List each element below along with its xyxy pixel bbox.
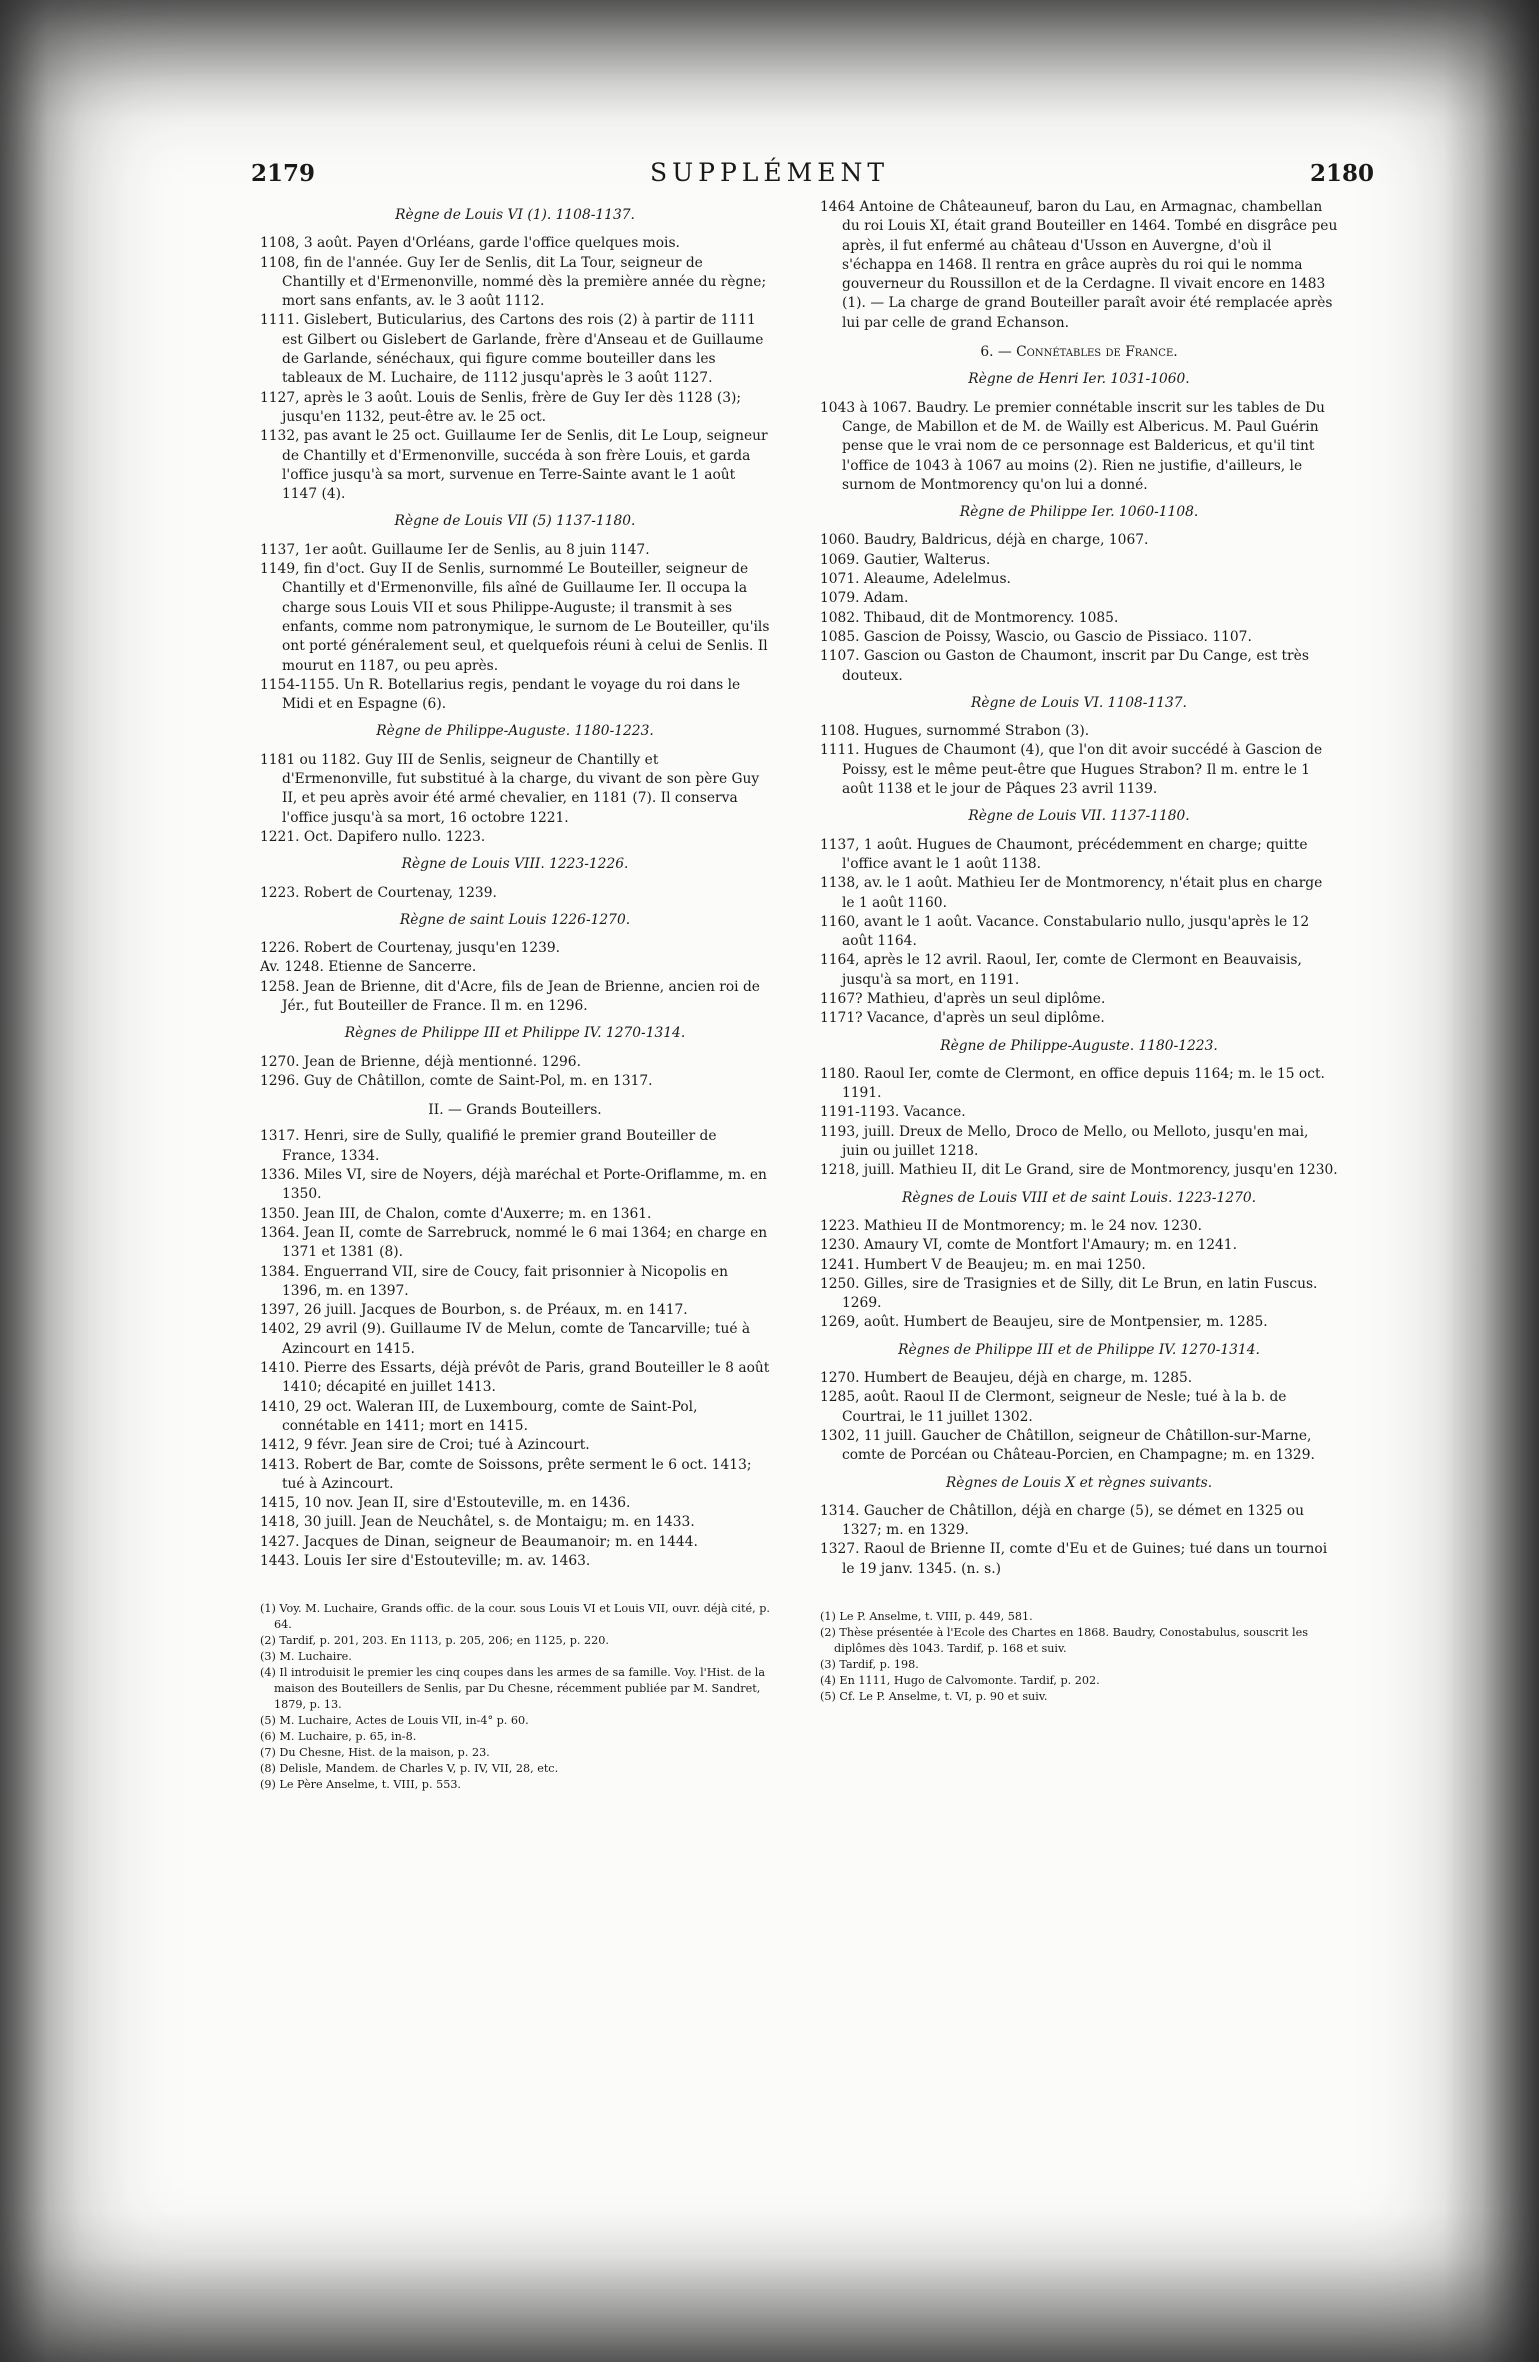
footnote: (2) Tardif, p. 201, 203. En 1113, p. 205, 206; en 1125, p. 220. <box>260 1634 609 1648</box>
list-item: 1193, juill. Dreux de Mello, Droco de Mello, ou Melloto, jusqu'en mai, juin ou juillet 1218. <box>820 1123 1309 1160</box>
list-item: 1302, 11 juill. Gaucher de Châtillon, seigneur de Châtillon-sur-Marne, comte de Porcéan ou Château-Porcien, en Champagne; m. en 1329. <box>820 1427 1315 1464</box>
list-item: 1413. Robert de Bar, comte de Soissons, prête serment le 6 oct. 1413; tué à Azincourt. <box>260 1456 752 1492</box>
left-column <box>260 198 770 1793</box>
section-title: II. — Grands Bouteillers. <box>428 1102 602 1119</box>
section-heading: Règne de saint Louis 1226-1270. <box>399 911 631 928</box>
list-item: 1269, août. Humbert de Beaujeu, sire de Montpensier, m. 1285. <box>820 1314 1268 1331</box>
footnote: (4) Il introduisit le premier les cinq coupes dans les armes de sa famille. Voy. l'Hist. de la maison des Bouteillers de Senlis, par Du Chesne, récemment publiée par M. Sandret, 1879, p. 13. <box>260 1666 766 1712</box>
list-item: 1060. Baudry, Baldricus, déjà en charge, 1067. <box>820 532 1149 549</box>
list-item: 1384. Enguerrand VII, sire de Coucy, fait prisonnier à Nicopolis en 1396, m. en 1397. <box>260 1263 728 1299</box>
list-item: 1443. Louis Ier sire d'Estouteville; m. av. 1463. <box>260 1553 591 1569</box>
list-item: 1418, 30 juill. Jean de Neuchâtel, s. de Montaigu; m. en 1433. <box>260 1514 695 1531</box>
list-item: 1285, août. Raoul II de Clermont, seigneur de Nesle; tué à la b. de Courtrai, le 11 juillet 1302. <box>820 1389 1287 1425</box>
footnotes-left <box>260 1601 770 1793</box>
footnote: (5) Cf. Le P. Anselme, t. VI, p. 90 et suiv. <box>820 1690 1048 1703</box>
list-item: 1350. Jean III, de Chalon, comte d'Auxerre; m. en 1361. <box>260 1205 652 1222</box>
list-item: 1069. Gautier, Walterus. <box>820 551 991 568</box>
footnote: (9) Le Père Anselme, t. VIII, p. 553. <box>260 1778 461 1792</box>
list-item: 1226. Robert de Courtenay, jusqu'en 1239. <box>260 940 561 957</box>
section-heading: Règnes de Louis X et règnes suivants. <box>945 1474 1213 1491</box>
section-heading: Règne de Henri Ier. 1031-1060. <box>968 371 1190 388</box>
list-item: 1181 ou 1182. Guy III de Senlis, seigneur de Chantilly et d'Ermenonville, fut substitué à la charge, du vivant de son père Guy II, et peu après avoir été armé chevalier, en 1181 (7). Il conserva l'office jusqu'à sa mort, 16 octobre 1221. <box>260 751 760 826</box>
list-item: 1180. Raoul Ier, comte de Clermont, en office depuis 1164; m. le 15 oct. 1191. <box>820 1065 1325 1102</box>
scan-shadow-top <box>0 0 1539 120</box>
list-item: 1171? Vacance, d'après un seul diplôme. <box>820 1010 1105 1027</box>
section-heading: Règne de Philippe-Auguste. 1180-1223. <box>940 1037 1218 1054</box>
footnote: (1) Le P. Anselme, t. VIII, p. 449, 581. <box>820 1610 1033 1623</box>
list-item: 1164, après le 12 avril. Raoul, Ier, comte de Clermont en Beauvaisis, jusqu'à sa mort, en 1191. <box>820 952 1302 988</box>
scan-shadow-left <box>0 0 80 2362</box>
list-item: 1191-1193. Vacance. <box>820 1104 966 1121</box>
list-item: 1314. Gaucher de Châtillon, déjà en charge (5), se démet en 1325 ou 1327; m. en 1329. <box>820 1502 1304 1539</box>
list-item: 1415, 10 nov. Jean II, sire d'Estouteville, m. en 1436. <box>260 1495 631 1512</box>
list-item: 1111. Gislebert, Buticularius, des Cartons des rois (2) à partir de 1111 est Gilbert ou Gislebert de Garlande, frère d'Anseau et de Guillaume de Garlande, sénéchaux, qui figure comme bouteiller dans les tableaux de M. Luchaire, de 1112 jusqu'après le 3 août 1127. <box>260 312 764 387</box>
list-item: 1149, fin d'oct. Guy II de Senlis, surnommé Le Bouteiller, seigneur de Chantilly et d'Ermenonville, fils aîné de Guillaume Ier. Il occupa la charge sous Louis VII et sous Philippe-Auguste; il transmit à ses enfants, comme nom patronymique, le surnom de Le Bouteiller, qu'ils ont porté généralement seul, et quelquefois réuni à celui de Senlis. Il mourut en 1187, ou peu après. <box>260 561 770 674</box>
list-item: 1082. Thibaud, dit de Montmorency. 1085. <box>820 609 1119 626</box>
page-number-left: 2179 <box>251 160 316 187</box>
scan-shadow-right <box>1444 0 1539 2362</box>
footnote: (3) M. Luchaire. <box>260 1650 352 1664</box>
footnote: (2) Thèse présentée à l'Ecole des Chartes en 1868. Baudry, Conostabulus, souscrit les diplômes dès 1043. Tardif, p. 168 et suiv. <box>820 1626 1308 1655</box>
list-item: 1336. Miles VI, sire de Noyers, déjà maréchal et Porte-Oriflamme, m. en 1350. <box>260 1167 767 1203</box>
list-item: 1107. Gascion ou Gaston de Chaumont, inscrit par Du Cange, est très douteux. <box>820 648 1309 684</box>
page-number-right: 2180 <box>1310 160 1375 187</box>
list-item: 1043 à 1067. Baudry. Le premier connétable inscrit sur les tables de Du Cange, de Mabillon et de M. de Wailly est Albericus. M. Paul Guérin pense que le vrai nom de ce personnage est Baldericus, et qu'il tint l'office de 1043 à 1067 au moins (2). Rien ne justifie, d'ailleurs, le surnom de Montmorency qu'on lui a donné. <box>820 399 1325 493</box>
list-item: 1258. Jean de Brienne, dit d'Acre, fils de Jean de Brienne, ancien roi de Jér., fut Bouteiller de France. Il m. en 1296. <box>260 978 760 1014</box>
list-item: 1410, 29 oct. Waleran III, de Luxembourg, comte de Saint-Pol, connétable en 1411; mort en 1415. <box>260 1398 698 1434</box>
list-item: 1108. Hugues, surnommé Strabon (3). <box>820 723 1090 740</box>
section-heading: Règnes de Louis VIII et de saint Louis. 1223-1270. <box>901 1189 1257 1206</box>
scan-shadow-bottom <box>0 2212 1539 2362</box>
section-heading: Règne de Louis VI (1). 1108-1137. <box>395 207 635 223</box>
list-item: 1364. Jean II, comte de Sarrebruck, nommé le 6 mai 1364; en charge en 1371 et 1381 (8). <box>260 1224 768 1261</box>
list-item: 1071. Aleaume, Adelelmus. <box>820 571 1011 588</box>
list-item: 1154-1155. Un R. Botellarius regis, pendant le voyage du roi dans le Midi et en Espagne (6). <box>260 676 741 713</box>
footnote: (4) En 1111, Hugo de Calvomonte. Tardif, p. 202. <box>820 1674 1100 1687</box>
right-column <box>820 198 1338 1705</box>
section-heading: Règnes de Philippe III et de Philippe IV. 1270-1314. <box>898 1341 1260 1358</box>
list-item: 1270. Jean de Brienne, déjà mentionné. 1296. <box>260 1053 581 1070</box>
list-item: 1108, 3 août. Payen d'Orléans, garde l'office quelques mois. <box>260 235 680 252</box>
footnote: (1) Voy. M. Luchaire, Grands offic. de la cour. sous Louis VI et Louis VII, ouvr. déjà cité, p. 64. <box>260 1602 770 1632</box>
section-heading: Règnes de Philippe III et Philippe IV. 1270-1314. <box>344 1025 686 1042</box>
section-heading: Règne de Louis VIII. 1223-1226. <box>401 856 629 873</box>
list-item: 1317. Henri, sire de Sully, qualifié le premier grand Bouteiller de France, 1334. <box>260 1128 717 1164</box>
section-heading: Règne de Philippe Ier. 1060-1108. <box>959 504 1199 521</box>
list-item: 1412, 9 févr. Jean sire de Croi; tué à Azincourt. <box>260 1437 590 1454</box>
list-item: 1132, pas avant le 25 oct. Guillaume Ier de Senlis, dit Le Loup, seigneur de Chantilly et d'Ermenonville, succéda à son frère Louis, et garda l'office jusqu'à sa mort, survenue en Terre-Sainte avant le 1 août 1147 (4). <box>260 428 768 503</box>
section-heading: Règne de Louis VII. 1137-1180. <box>968 808 1190 825</box>
list-item: 1108, fin de l'année. Guy Ier de Senlis, dit La Tour, seigneur de Chantilly et d'Ermenonville, nommé dès la première année du règne; mort sans enfants, av. le 3 août 1112. <box>260 254 767 310</box>
intro-entry: 1464 Antoine de Châteauneuf, baron du Lau, en Armagnac, chambellan du roi Louis XI, était grand Bouteiller en 1464. Tombé en disgrâce peu après, il fut enfermé au château d'Usson en Auvergne, d'où il s'échappa en 1468. Il rentra en grâce auprès du roi qui le nomma gouverneur du Roussillon et de la Cerdagne. Il vivait encore en 1483 (1). — La charge de grand Bouteiller paraît avoir été remplacée après lui par celle de grand Echanson. <box>820 199 1338 331</box>
list-item: 1397, 26 juill. Jacques de Bourbon, s. de Préaux, m. en 1417. <box>260 1302 688 1319</box>
list-item: 1241. Humbert V de Beaujeu; m. en mai 1250. <box>820 1256 1146 1273</box>
list-item: 1111. Hugues de Chaumont (4), que l'on dit avoir succédé à Gascion de Poissy, est le même peut-être que Hugues Strabon? Il m. entre le 1 août 1138 et le jour de Pâques 23 avril 1139. <box>820 742 1323 798</box>
list-item: 1327. Raoul de Brienne II, comte d'Eu et de Guines; tué dans un tournoi le 19 janv. 1345. (n. s.) <box>820 1541 1328 1577</box>
footnote: (3) Tardif, p. 198. <box>820 1658 919 1671</box>
section-heading: Règne de Philippe-Auguste. 1180-1223. <box>376 723 654 740</box>
list-item: 1402, 29 avril (9). Guillaume IV de Melun, comte de Tancarville; tué à Azincourt en 1415. <box>260 1321 751 1357</box>
list-item: 1250. Gilles, sire de Trasignies et de Silly, dit Le Brun, en latin Fuscus. 1269. <box>820 1275 1318 1312</box>
running-title: SUPPLÉMENT <box>649 158 890 187</box>
list-item: 1410. Pierre des Essarts, déjà prévôt de Paris, grand Bouteiller le 8 août 1410; décapité en juillet 1413. <box>260 1360 770 1396</box>
list-item: Av. 1248. Etienne de Sancerre. <box>260 959 477 976</box>
list-item: 1223. Robert de Courtenay, 1239. <box>260 884 497 901</box>
list-item: 1270. Humbert de Beaujeu, déjà en charge, m. 1285. <box>820 1370 1193 1387</box>
list-item: 1085. Gascion de Poissy, Wascio, ou Gascio de Pissiaco. 1107. <box>820 628 1252 645</box>
list-item: 1296. Guy de Châtillon, comte de Saint-Pol, m. en 1317. <box>260 1072 653 1089</box>
footnote: (6) M. Luchaire, p. 65, in-8. <box>260 1730 417 1744</box>
list-item: 1137, 1 août. Hugues de Chaumont, précédemment en charge; quitte l'office avant le 1 août 1138. <box>820 836 1308 872</box>
list-item: 1079. Adam. <box>820 590 909 607</box>
section-heading: Règne de Louis VII (5) 1137-1180. <box>394 513 636 530</box>
section-title: 6. — Connétables de France. <box>980 344 1178 361</box>
footnote: (5) M. Luchaire, Actes de Louis VII, in-4° p. 60. <box>260 1714 529 1728</box>
footnotes-right <box>820 1609 1338 1705</box>
list-item: 1427. Jacques de Dinan, seigneur de Beaumanoir; m. en 1444. <box>260 1533 698 1550</box>
list-item: 1218, juill. Mathieu II, dit Le Grand, sire de Montmorency, jusqu'en 1230. <box>820 1162 1338 1179</box>
list-item: 1137, 1er août. Guillaume Ier de Senlis, au 8 juin 1147. <box>260 541 650 558</box>
section-heading: Règne de Louis VI. 1108-1137. <box>971 694 1187 711</box>
list-item: 1167? Mathieu, d'après un seul diplôme. <box>820 990 1106 1007</box>
list-item: 1230. Amaury VI, comte de Montfort l'Amaury; m. en 1241. <box>820 1237 1237 1254</box>
list-item: 1221. Oct. Dapifero nullo. 1223. <box>260 828 486 845</box>
list-item: 1127, après le 3 août. Louis de Senlis, frère de Guy Ier dès 1128 (3); jusqu'en 1132, peut-être av. le 25 oct. <box>260 389 742 425</box>
list-item: 1160, avant le 1 août. Vacance. Constabulario nullo, jusqu'après le 12 août 1164. <box>820 913 1310 950</box>
footnote: (7) Du Chesne, Hist. de la maison, p. 23. <box>260 1746 490 1760</box>
list-item: 1223. Mathieu II de Montmorency; m. le 24 nov. 1230. <box>820 1217 1203 1234</box>
footnote: (8) Delisle, Mandem. de Charles V, p. IV, VII, 28, etc. <box>260 1762 559 1776</box>
list-item: 1138, av. le 1 août. Mathieu Ier de Montmorency, n'était plus en charge le 1 août 1160. <box>820 875 1323 911</box>
